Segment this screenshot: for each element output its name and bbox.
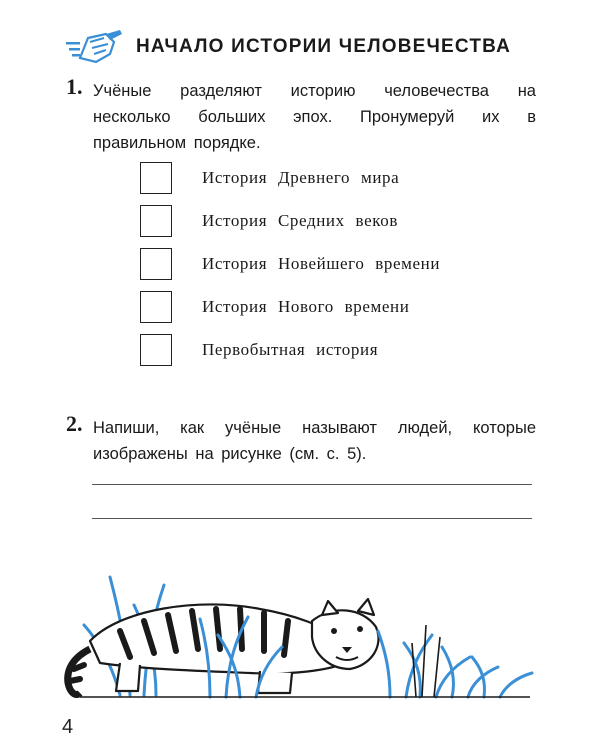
answer-line-1[interactable] xyxy=(92,458,532,485)
number-box[interactable] xyxy=(140,205,172,237)
task-1 xyxy=(66,74,536,152)
option-label: История Новейшего времени xyxy=(202,254,441,273)
page-title: НАЧАЛО ИСТОРИИ ЧЕЛОВЕЧЕСТВА xyxy=(136,36,512,57)
task-number: 2. xyxy=(66,411,83,436)
answer-line-2[interactable] xyxy=(92,492,532,519)
task-text: Учёные разделяют историю человечества на несколько больших эпох. Пронумеруй их в правильном порядке. xyxy=(93,82,536,152)
option-label: История Средних веков xyxy=(202,211,398,230)
number-box[interactable] xyxy=(140,248,172,280)
pencil-hand-icon xyxy=(66,28,126,68)
number-box[interactable] xyxy=(140,291,172,323)
page-header xyxy=(66,28,546,68)
number-box[interactable] xyxy=(140,334,172,366)
page-number: 4 xyxy=(62,716,74,738)
grass-right xyxy=(378,631,532,697)
option-label: История Древнего мира xyxy=(202,168,400,187)
task-number: 1. xyxy=(66,74,83,99)
tiger-in-grass-illustration xyxy=(60,565,540,705)
task-text: Напиши, как учёные называют людей, которые изображены на рисунке (см. с. 5). xyxy=(93,419,536,463)
option-label: Первобытная история xyxy=(202,340,379,359)
option-label: История Нового времени xyxy=(202,297,410,316)
number-box[interactable] xyxy=(140,162,172,194)
